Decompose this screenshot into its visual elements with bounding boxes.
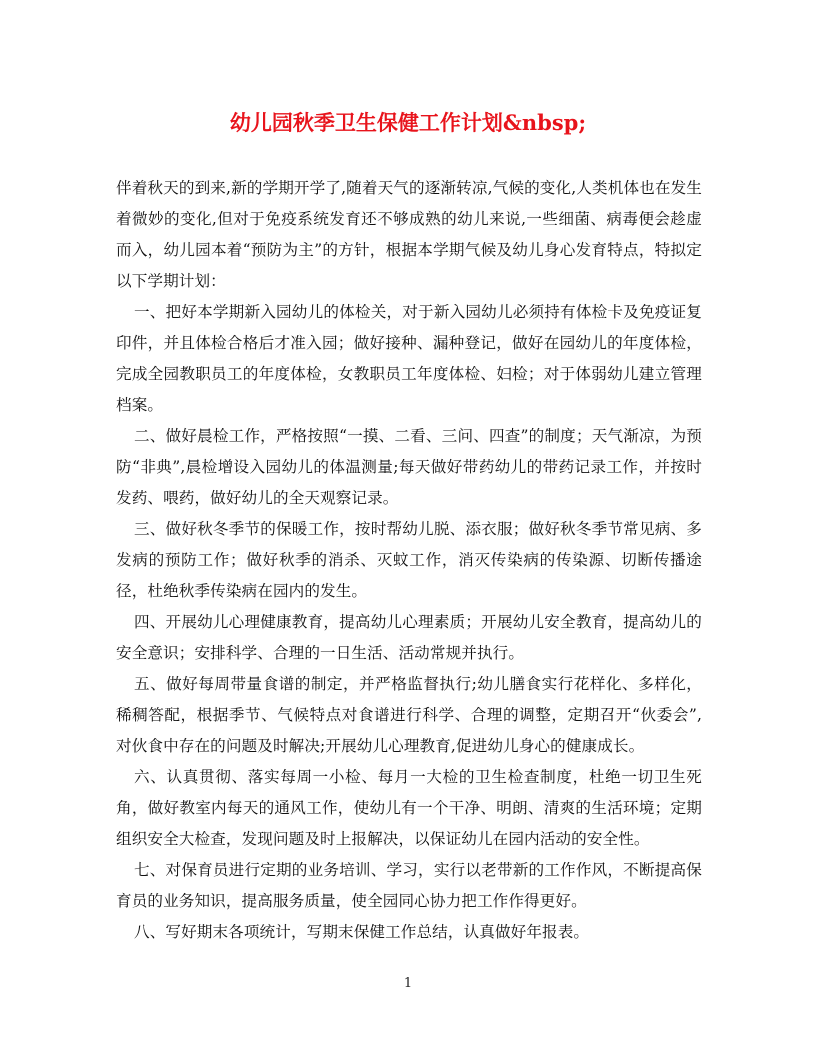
plan-item-1: 一、把好本学期新入园幼儿的体检关，对于新入园幼儿必须持有体检卡及免疫证复印件，并且体检合格后才准入园；做好接种、漏种登记，做好在园幼儿的年度体检，完成全园教职员工的年度体检，女教职员工年度体检、妇检；对于体弱幼儿建立管理档案。	[116, 303, 702, 414]
document-body	[116, 173, 702, 948]
plan-item-6: 六、认真贯彻、落实每周一小检、每月一大检的卫生检查制度，杜绝一切卫生死角，做好教室内每天的通风工作，使幼儿有一个干净、明朗、清爽的生活环境；定期组织安全大检查，发现问题及时上报解决，以保证幼儿在园内活动的安全性。	[116, 768, 702, 848]
document-title: 幼儿园秋季卫生保健工作计划&nbsp;	[229, 110, 587, 135]
plan-item-4: 四、开展幼儿心理健康教育，提高幼儿心理素质；开展幼儿安全教育，提高幼儿的安全意识；安排科学、合理的一日生活、活动常规并执行。	[116, 613, 702, 662]
plan-item-5: 五、做好每周带量食谱的制定，并严格监督执行;幼儿膳食实行花样化、多样化，稀稠答配，根据季节、气候特点对食谱进行科学、合理的调整，定期召开“伙委会”,对伙食中存在的问题及时解决;开展幼儿心理教育,促进幼儿身心的健康成长。	[116, 675, 702, 755]
plan-item-7: 七、对保育员进行定期的业务培训、学习，实行以老带新的工作作风，不断提高保育员的业务知识，提高服务质量，使全园同心协力把工作作得更好。	[116, 861, 702, 910]
intro-paragraph: 伴着秋天的到来,新的学期开学了,随着天气的逐渐转凉,气候的变化,人类机体也在发生着微妙的变化,但对于免疫系统发育还不够成熟的幼儿来说,一些细菌、病毒便会趁虚而入，幼儿园本着“预防为主”的方针，根据本学期气候及幼儿身心发育特点，特拟定以下学期计划：	[116, 179, 702, 290]
plan-item-3: 三、做好秋冬季节的保暖工作，按时帮幼儿脱、添衣服；做好秋冬季节常见病、多发病的预防工作；做好秋季的消杀、灭蚊工作，消灭传染病的传染源、切断传播途径，杜绝秋季传染病在园内的发生。	[116, 520, 702, 600]
plan-item-8: 八、写好期末各项统计，写期末保健工作总结，认真做好年报表。	[134, 923, 590, 941]
plan-item-2: 二、做好晨检工作，严格按照“一摸、二看、三问、四查”的制度；天气渐凉，为预防“非典”,晨检增设入园幼儿的体温测量;每天做好带药幼儿的带药记录工作，并按时发药、喂药，做好幼儿的全天观察记录。	[116, 427, 702, 507]
page-number: 1	[403, 976, 413, 991]
